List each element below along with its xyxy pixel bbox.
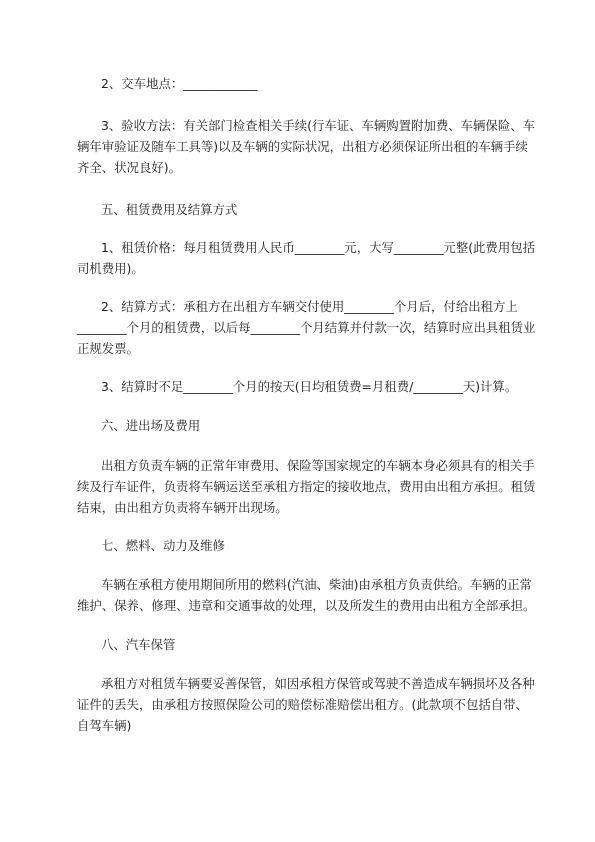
text-line: 证件的丢失，由承租方按照保险公司的赔偿标准赔偿出租方。(此款项不包括自带、	[77, 697, 528, 712]
section-heading-site-entry	[77, 415, 527, 436]
text-line: 2、交车地点：____________	[101, 76, 258, 91]
section-title: 五、租赁费用及结算方式	[101, 202, 238, 217]
text-line: 出租方负责车辆的正常年审费用、保险等国家规定的车辆本身必须具有的相关手	[101, 458, 535, 473]
text-line: 3、验收方法：有关部门检查相关手续(行车证、车辆购置附加费、车辆保险、车	[101, 118, 535, 133]
paragraph-vehicle-custody	[77, 673, 535, 736]
text-line: 齐全、状况良好)。	[77, 160, 181, 175]
text-line: 结束，由出租方负责将车辆开出现场。	[77, 500, 288, 515]
text-line: 自驾车辆)	[77, 718, 132, 733]
text-line: 正规发票。	[77, 341, 139, 356]
section-heading-fees	[77, 199, 527, 220]
text-line: 车辆在承租方使用期间所用的燃料(汽油、柴油)由承租方负责供给。车辆的正常	[101, 577, 532, 592]
paragraph-acceptance-method	[77, 115, 535, 178]
text-line: 司机费用)。	[77, 261, 144, 276]
text-line: 承租方对租赁车辆要妥善保管，如因承租方保管或驾驶不善造成车辆损坏及各种	[101, 676, 535, 691]
text-line: 辆年审验证及随车工具等)以及车辆的实际状况，出租方必须保证所出租的车辆手续	[77, 139, 528, 154]
text-line: 3、结算时不足________个月的按天(日均租赁费=月租费/________天)计算。	[101, 379, 518, 394]
text-line: 续及行车证件，负责将车辆运送至承租方指定的接收地点，费用由出租方承担。租赁	[77, 479, 536, 494]
paragraph-daily-calculation	[77, 376, 527, 397]
paragraph-settlement-method	[77, 296, 536, 359]
paragraph-fuel-maintenance	[77, 574, 536, 616]
paragraph-delivery-location	[77, 73, 527, 94]
paragraph-rental-price	[77, 237, 535, 279]
section-heading-fuel-maintenance	[77, 535, 527, 556]
section-title: 七、燃料、动力及维修	[101, 538, 225, 553]
section-title: 六、进出场及费用	[101, 418, 201, 433]
text-line: 2、结算方式：承租方在出租方车辆交付使用________个月后，付给出租方上	[101, 299, 518, 314]
text-line: ________个月的租赁费，以后每________个月结算并付款一次，结算时应出具租赁业	[77, 320, 536, 335]
text-line: 1、租赁价格：每月租赁费用人民币________元，大写________元整(此费用包括	[101, 240, 535, 255]
section-title: 八、汽车保管	[101, 637, 176, 652]
section-heading-vehicle-custody	[77, 634, 527, 655]
paragraph-site-entry-costs	[77, 455, 536, 518]
text-line: 维护、保养、修理、违章和交通事故的处理，以及所发生的费用由出租方全部承担。	[77, 598, 536, 613]
